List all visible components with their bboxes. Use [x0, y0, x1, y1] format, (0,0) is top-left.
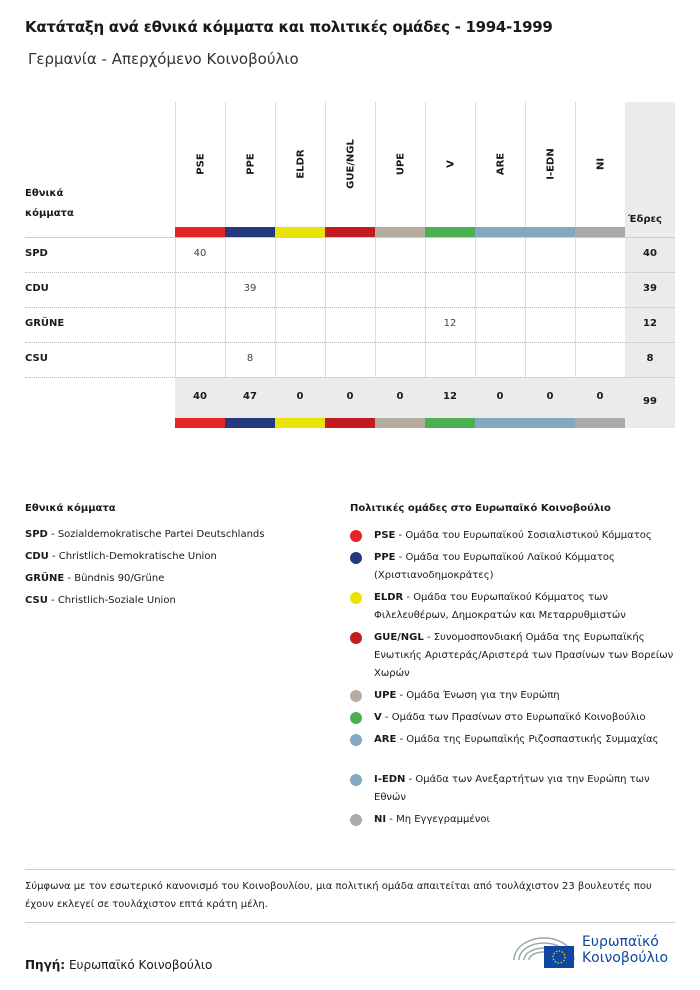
group-full-name: Ομάδα του Ευρωπαϊκού Σοσιαλιστικού Κόμματος [405, 530, 652, 541]
party-code: CSU [25, 595, 48, 606]
grand-total: 99 [643, 396, 657, 407]
source-value: Ευρωπαϊκό Κοινοβούλιο [68, 958, 213, 972]
column-divider [475, 227, 476, 377]
row-header: Εθνικά κόμματα [25, 188, 74, 219]
group-full-name: Ομάδα της Ευρωπαϊκής Ριζοσπαστικής Συμμαχίας [406, 734, 659, 745]
group-color-bar [225, 418, 275, 428]
group-color-dot-icon [350, 734, 362, 746]
group-color-bar [175, 227, 225, 237]
group-color-dot-icon [350, 530, 362, 542]
column-header [275, 102, 325, 227]
group-code: PPE [374, 552, 396, 563]
national-legend-item: GRÜNE - Bündnis 90/Grüne [25, 573, 165, 584]
column-header-label: ARE [495, 152, 506, 176]
column-header-label: PPE [245, 153, 256, 175]
group-legend-item: PSE - Ομάδα του Ευρωπαϊκού Σοσιαλιστικού Κόμματος [374, 527, 684, 545]
party-name: SPD [25, 248, 48, 259]
row-divider [25, 377, 675, 378]
party-code: SPD [25, 529, 48, 540]
seat-total: 8 [646, 353, 654, 364]
seats-column-bg [625, 102, 675, 428]
column-divider [525, 227, 526, 377]
seat-value: 40 [193, 248, 207, 259]
group-code: I-EDN [374, 774, 406, 785]
national-legend-title: Εθνικά κόμματα [25, 503, 116, 514]
group-color-bar [175, 418, 225, 428]
group-total: 0 [546, 391, 554, 402]
group-color-dot-icon [350, 632, 362, 644]
group-color-bar [325, 418, 375, 428]
party-full-name: Christlich-Soziale Union [57, 595, 176, 606]
group-color-bar [475, 227, 525, 237]
group-code: V [374, 712, 382, 723]
row-divider [25, 272, 675, 273]
group-total: 0 [346, 391, 354, 402]
column-header-label: UPE [395, 152, 406, 176]
national-legend-item: SPD - Sozialdemokratische Partei Deutschlands [25, 529, 265, 540]
group-full-name: Ομάδα του Ευρωπαϊκού Κόμματος των Φιλελευθέρων, Δημοκρατών και Μεταρρυθμιστών [374, 592, 626, 621]
column-divider [275, 227, 276, 377]
group-color-dot-icon [350, 552, 362, 564]
group-code: UPE [374, 690, 397, 701]
group-color-dot-icon [350, 814, 362, 826]
group-color-bar [425, 227, 475, 237]
group-color-bar [225, 227, 275, 237]
group-full-name: Ομάδα Ένωση για την Ευρώπη [406, 690, 560, 701]
column-header-label: NI [595, 157, 606, 171]
seats-table [25, 102, 675, 428]
group-total: 0 [296, 391, 304, 402]
seat-total: 39 [643, 283, 657, 294]
national-legend-item: CDU - Christlich-Demokratische Union [25, 551, 217, 562]
group-color-bar [375, 227, 425, 237]
group-full-name: Ομάδα των Ανεξαρτήτων για την Ευρώπη των Εθνών [374, 774, 650, 803]
group-color-bar [575, 227, 625, 237]
national-legend-item: CSU - Christlich-Soziale Union [25, 595, 176, 606]
seat-value: 8 [246, 353, 254, 364]
party-code: GRÜNE [25, 573, 65, 584]
group-code: PSE [374, 530, 396, 541]
seat-total: 40 [643, 248, 657, 259]
groups-legend-title: Πολιτικές ομάδες στο Ευρωπαϊκό Κοινοβούλιο [350, 503, 611, 514]
hemicycle-logo-icon [512, 930, 576, 970]
group-color-dot-icon [350, 712, 362, 724]
column-divider [325, 227, 326, 377]
page-subtitle: Γερμανία - Απερχόμενο Κοινοβούλιο [28, 50, 299, 68]
seat-total: 12 [643, 318, 657, 329]
group-color-bar [375, 418, 425, 428]
logo-line2: Κοινοβούλιο [582, 950, 669, 966]
group-legend-item: PPE - Ομάδα του Ευρωπαϊκού Λαϊκού Κόμματος (Χριστιανοδημοκράτες) [374, 549, 684, 585]
group-total: 0 [396, 391, 404, 402]
group-code: ARE [374, 734, 397, 745]
column-divider [375, 227, 376, 377]
party-full-name: Bündnis 90/Grüne [74, 573, 165, 584]
row-divider [25, 307, 675, 308]
group-color-dot-icon [350, 774, 362, 786]
source [25, 958, 212, 972]
column-header [225, 102, 275, 227]
group-color-bar [525, 227, 575, 237]
group-legend-item: UPE - Ομάδα Ένωση για την Ευρώπη [374, 687, 684, 705]
group-code: NI [374, 814, 387, 825]
group-legend-item: ARE - Ομάδα της Ευρωπαϊκής Ριζοσπαστικής Συμμαχίας [374, 731, 684, 749]
page-title: Κατάταξη ανά εθνικά κόμματα και πολιτικές ομάδες - 1994-1999 [25, 18, 553, 36]
party-name: GRÜNE [25, 318, 65, 329]
divider [25, 922, 675, 923]
group-total: 0 [596, 391, 604, 402]
column-header [375, 102, 425, 227]
group-color-bar [525, 418, 575, 428]
group-total: 12 [443, 391, 457, 402]
row-divider [25, 342, 675, 343]
group-total: 40 [193, 391, 207, 402]
column-header-label: GUE/NGL [345, 139, 356, 189]
column-header-label: PSE [195, 153, 206, 175]
group-code: ELDR [374, 592, 404, 603]
party-name: CSU [25, 353, 48, 364]
group-full-name: Μη Εγγεγραμμένοι [396, 814, 490, 825]
group-legend-item: NI - Μη Εγγεγραμμένοι [374, 811, 684, 829]
party-code: CDU [25, 551, 49, 562]
seat-value: 12 [443, 318, 457, 329]
group-total: 47 [243, 391, 257, 402]
column-divider [425, 227, 426, 377]
column-header [525, 102, 575, 227]
header-line [25, 237, 675, 238]
logo-line1: Ευρωπαϊκό [582, 934, 659, 950]
column-header [325, 102, 375, 227]
group-color-bar [425, 418, 475, 428]
party-full-name: Christlich-Demokratische Union [58, 551, 217, 562]
group-legend-item: ELDR - Ομάδα του Ευρωπαϊκού Κόμματος των Φιλελευθέρων, Δημοκρατών και Μεταρρυθμιστών [374, 589, 684, 625]
column-header-label: ELDR [295, 149, 306, 179]
column-header [175, 102, 225, 227]
group-legend-item: V - Ομάδα των Πρασίνων στο Ευρωπαϊκό Κοινοβούλιο [374, 709, 684, 727]
group-legend-item: GUE/NGL - Συνομοσπονδιακή Ομάδα της Ευρωπαϊκής Ενωτικής Αριστεράς/Αριστερά των Πρασίνων των Βορείων Χωρών [374, 629, 684, 683]
group-legend-item: I-EDN - Ομάδα των Ανεξαρτήτων για την Ευρώπη των Εθνών [374, 771, 684, 807]
group-color-dot-icon [350, 592, 362, 604]
group-color-bar [575, 418, 625, 428]
group-full-name: Ομάδα των Πρασίνων στο Ευρωπαϊκό Κοινοβούλιο [391, 712, 646, 723]
seats-header: Έδρες [628, 214, 662, 225]
column-header [475, 102, 525, 227]
party-name: CDU [25, 283, 49, 294]
group-color-bar [325, 227, 375, 237]
group-full-name: Ομάδα του Ευρωπαϊκού Λαϊκού Κόμματος (Χριστιανοδημοκράτες) [374, 552, 615, 581]
ep-logo [512, 930, 677, 970]
column-header [425, 102, 475, 227]
group-full-name: Συνομοσπονδιακή Ομάδα της Ευρωπαϊκής Ενωτικής Αριστεράς/Αριστερά των Πρασίνων των Βορείων Χωρών [374, 632, 674, 679]
group-color-bar [475, 418, 525, 428]
source-label: Πηγή: [25, 958, 66, 972]
column-header-label: V [445, 160, 456, 168]
group-color-dot-icon [350, 690, 362, 702]
footnote: Σύμφωνα με τον εσωτερικό κανονισμό του Κοινοβουλίου, μια πολιτική ομάδα απαιτείται από τουλάχιστον 23 βουλευτές που έχουν εκλεγεί σε τουλάχιστον επτά κράτη μέλη. [25, 881, 652, 910]
group-color-bar [275, 418, 325, 428]
party-full-name: Sozialdemokratische Partei Deutschlands [57, 529, 265, 540]
seat-value: 39 [243, 283, 257, 294]
column-header-label: I-EDN [545, 148, 556, 180]
divider [25, 869, 675, 870]
group-code: GUE/NGL [374, 632, 424, 643]
column-header [575, 102, 625, 227]
group-color-bar [275, 227, 325, 237]
group-total: 0 [496, 391, 504, 402]
column-divider [575, 227, 576, 377]
